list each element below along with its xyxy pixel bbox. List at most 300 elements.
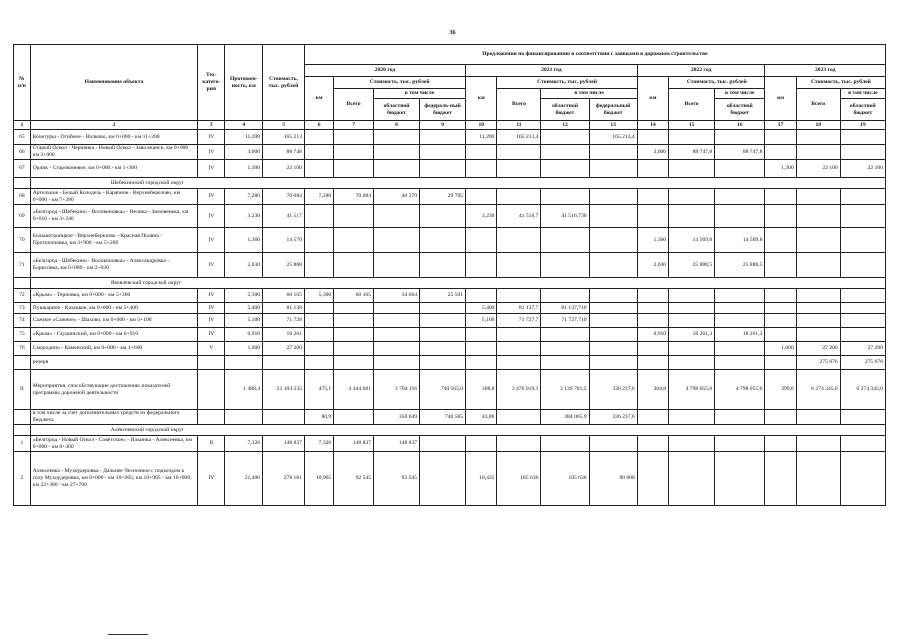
cell-col-7 [334, 356, 374, 370]
cell-col-12: 71 727,710 [541, 314, 589, 328]
cell-col-4: 0,910 [225, 328, 263, 342]
cell-col-17 [765, 145, 796, 160]
summary-row [14, 370, 886, 410]
column-index-3: 3 [198, 121, 225, 130]
table-row [14, 410, 886, 425]
cell-col-9 [420, 436, 466, 452]
cell-col-16: 4 798 055,0 [715, 370, 765, 410]
cell-col-8 [374, 314, 420, 328]
cell-col-17 [765, 410, 796, 425]
cell-col-6 [304, 356, 333, 370]
header-length: Протяжен-ность, км [225, 45, 263, 121]
cell-col-10 [466, 289, 497, 303]
cell-col-14: 304,8 [637, 370, 668, 410]
table-row [14, 342, 886, 356]
cell-col-18 [796, 228, 840, 253]
cell-col-19 [840, 328, 885, 342]
cell-col-17 [765, 253, 796, 278]
cell-col-1: 2 [14, 452, 31, 506]
cell-col-17 [765, 189, 796, 205]
cell-col-11 [497, 228, 541, 253]
cell-col-1: 72 [14, 289, 31, 303]
cell-col-12 [541, 356, 589, 370]
cell-col-11 [497, 189, 541, 205]
column-index-14: 14 [637, 121, 668, 130]
cell-col-8: 3 704 116 [374, 370, 420, 410]
cell-col-13 [589, 253, 637, 278]
cell-col-9: 29 705 [420, 189, 466, 205]
table-body [14, 130, 886, 506]
cell-col-2: Мероприятия, способствующие достижению показателей программы дорожной деятельности [30, 370, 197, 410]
cell-col-9 [420, 342, 466, 356]
cell-col-16 [715, 205, 765, 228]
header-regional-2023: областной бюджет [840, 99, 885, 121]
cell-col-2: Кочетуры - Огибное - Волково, км 0+000 - км 11+200 [30, 130, 197, 145]
cell-col-1: 74 [14, 314, 31, 328]
cell-col-3: IV [198, 303, 225, 314]
cell-col-5: 41 517 [263, 205, 305, 228]
cell-col-19 [840, 436, 885, 452]
cell-col-16: 25 888,5 [715, 253, 765, 278]
cell-col-1: II [14, 370, 31, 410]
header-regional-2021: областной бюджет [541, 99, 589, 121]
cell-col-10 [466, 253, 497, 278]
cell-col-5 [263, 410, 305, 425]
cell-col-13 [589, 205, 637, 228]
cell-col-14 [637, 452, 668, 506]
cell-col-8 [374, 228, 420, 253]
column-index-15: 15 [669, 121, 715, 130]
cell-col-18 [796, 436, 840, 452]
section-cell-blank [14, 278, 31, 289]
header-cost-2022: Стоимость, тыс. рублей [669, 77, 765, 89]
table-row [14, 289, 886, 303]
header-cost-2020: Стоимость, тыс. рублей [334, 77, 466, 89]
table-row [14, 436, 886, 452]
cell-col-3: IV [198, 253, 225, 278]
cell-col-15 [669, 410, 715, 425]
cell-col-17: 1,300 [765, 160, 796, 178]
cell-col-9 [420, 145, 466, 160]
cell-col-2: Алексеевка - Мухоудеровка - Дальнее Чесночное с подъездом к селу Мухоудеровка, км 0+000 - км 10+965; км 10+965 - км 16+000; км 22+300 - км 27+700 [30, 452, 197, 506]
cell-col-7: 92 545 [334, 452, 374, 506]
column-index-11: 11 [497, 121, 541, 130]
cell-col-10 [466, 328, 497, 342]
table-row [14, 160, 886, 178]
cell-col-16 [715, 160, 765, 178]
cell-col-3: V [198, 342, 225, 356]
cell-col-17 [765, 314, 796, 328]
cell-col-4: 1,300 [225, 160, 263, 178]
cell-col-4: 7,326 [225, 436, 263, 452]
cell-col-19 [840, 253, 885, 278]
header-total-2022: Всего [669, 89, 715, 121]
cell-col-6 [304, 328, 333, 342]
cell-col-1 [14, 410, 31, 425]
cell-col-11: 185 636 [497, 452, 541, 506]
cell-col-10: 43,86 [466, 410, 497, 425]
cell-col-4: 5,400 [225, 303, 263, 314]
cell-col-6 [304, 160, 333, 178]
header-cost: Стоимость, тыс. рублей [263, 45, 305, 121]
cell-col-9 [420, 356, 466, 370]
cell-col-1: 68 [14, 189, 31, 205]
cell-col-15: 25 888,5 [669, 253, 715, 278]
cell-col-16 [715, 303, 765, 314]
section-title: Алексеевский городской округ [30, 425, 885, 436]
cell-col-3: IV [198, 189, 225, 205]
cell-col-16: 88 747,8 [715, 145, 765, 160]
cell-col-13 [589, 145, 637, 160]
cell-col-9 [420, 328, 466, 342]
cell-col-9 [420, 160, 466, 178]
cell-col-7 [334, 303, 374, 314]
cell-col-12 [541, 253, 589, 278]
column-index-6: 6 [304, 121, 333, 130]
cell-col-10 [466, 189, 497, 205]
cell-col-7 [334, 130, 374, 145]
table-row [14, 356, 886, 370]
cell-col-14 [637, 130, 668, 145]
cell-col-16 [715, 342, 765, 356]
cell-col-16: 18 261,3 [715, 328, 765, 342]
cell-col-15 [669, 452, 715, 506]
cell-col-14 [637, 189, 668, 205]
table-row [14, 189, 886, 205]
cell-col-18 [796, 452, 840, 506]
cell-col-1: 73 [14, 303, 31, 314]
section-cell-blank [14, 425, 31, 436]
column-index-13: 13 [589, 121, 637, 130]
cell-col-18: 22 100 [796, 160, 840, 178]
cell-col-13 [589, 289, 637, 303]
cell-col-5: 81 138 [263, 303, 305, 314]
cell-col-13 [589, 160, 637, 178]
cell-col-10 [466, 145, 497, 160]
cell-col-7 [334, 160, 374, 178]
cell-col-15 [669, 189, 715, 205]
cell-col-17: 399,6 [765, 370, 796, 410]
cell-col-19 [840, 205, 885, 228]
cell-col-11: 3 476 019,1 [497, 370, 541, 410]
scan-mark [108, 634, 148, 635]
financing-table [13, 44, 886, 506]
column-index-18: 18 [796, 121, 840, 130]
header-incl-2023: в том числе [840, 89, 885, 99]
cell-col-13 [589, 228, 637, 253]
header-km-2020: км [304, 77, 333, 121]
cell-col-3: IV [198, 328, 225, 342]
cell-col-4: 21,400 [225, 452, 263, 506]
cell-col-7 [334, 228, 374, 253]
cell-col-18 [796, 314, 840, 328]
header-incl-2022: в том числе [715, 89, 765, 99]
cell-col-10 [466, 356, 497, 370]
cell-col-2: Старый Оскол - Чернянка - Новый Оскол - Заволжанск, км 0+000 км 3+000 [30, 145, 197, 160]
cell-col-6 [304, 314, 333, 328]
cell-col-9 [420, 452, 466, 506]
cell-col-19 [840, 314, 885, 328]
cell-col-12: 384 005,9 [541, 410, 589, 425]
cell-col-19 [840, 189, 885, 205]
cell-col-8 [374, 205, 420, 228]
cell-col-10 [466, 228, 497, 253]
cell-col-1 [14, 356, 31, 370]
table-row [14, 303, 886, 314]
cell-col-7 [334, 314, 374, 328]
cell-col-10: 5,400 [466, 303, 497, 314]
cell-col-1: 66 [14, 145, 31, 160]
cell-col-18 [796, 253, 840, 278]
cell-col-12 [541, 436, 589, 452]
cell-col-8 [374, 130, 420, 145]
cell-col-2: «Белгород - Шебекино - Волоконовка» - Велика - Зимовенька, км 0+010 - км 3+240 [30, 205, 197, 228]
cell-col-11: 71 727,7 [497, 314, 541, 328]
cell-col-18 [796, 130, 840, 145]
header-total-2021: Всего [497, 89, 541, 121]
cell-col-11 [497, 410, 541, 425]
cell-col-8: 148 837 [374, 436, 420, 452]
cell-col-19 [840, 410, 885, 425]
cell-col-5: 70 084 [263, 189, 305, 205]
cell-col-15 [669, 303, 715, 314]
cell-col-19 [840, 452, 885, 506]
cell-col-14 [637, 356, 668, 370]
table-row [14, 452, 886, 506]
cell-col-16 [715, 189, 765, 205]
cell-col-15 [669, 160, 715, 178]
cell-col-18 [796, 189, 840, 205]
cell-col-9: 740 565,0 [420, 370, 466, 410]
cell-col-10 [466, 436, 497, 452]
cell-col-14 [637, 410, 668, 425]
cell-col-10 [466, 160, 497, 178]
cell-col-11 [497, 342, 541, 356]
header-incl-2020: в том числе [374, 89, 466, 99]
cell-col-3: IV [198, 289, 225, 303]
cell-col-4: 7,280 [225, 189, 263, 205]
cell-col-11: 165 213,4 [497, 130, 541, 145]
cell-col-9: 740 565 [420, 410, 466, 425]
cell-col-18: 6 274 345,0 [796, 370, 840, 410]
cell-col-12 [541, 145, 589, 160]
cell-col-4: 11,200 [225, 130, 263, 145]
cell-col-10: 10,435 [466, 452, 497, 506]
cell-col-1: 71 [14, 253, 31, 278]
cell-col-6 [304, 342, 333, 356]
cell-col-10: 11,200 [466, 130, 497, 145]
table-row [14, 228, 886, 253]
cell-col-15 [669, 130, 715, 145]
cell-col-2: «Крым» - Терновка, км 0+000 - км 5+300 [30, 289, 197, 303]
cell-col-19 [840, 228, 885, 253]
cell-col-13 [589, 342, 637, 356]
header-num: № п/п [14, 45, 31, 121]
cell-col-4: 5,300 [225, 289, 263, 303]
cell-col-15 [669, 205, 715, 228]
cell-col-15 [669, 289, 715, 303]
column-index-12: 12 [541, 121, 589, 130]
table-row [14, 314, 886, 328]
cell-col-6 [304, 228, 333, 253]
section-row [14, 178, 886, 189]
cell-col-18: 275 676 [796, 356, 840, 370]
cell-col-8 [374, 253, 420, 278]
cell-col-8: 92 545 [374, 452, 420, 506]
section-cell-blank [14, 178, 31, 189]
cell-col-9 [420, 228, 466, 253]
header-incl-2021: в том числе [541, 89, 637, 99]
cell-col-10: 5,100 [466, 314, 497, 328]
cell-col-17 [765, 289, 796, 303]
cell-col-4: 2,030 [225, 253, 263, 278]
cell-col-10 [466, 342, 497, 356]
cell-col-14 [637, 289, 668, 303]
cell-col-2: в том числе за счет дополнительных средств из федерального бюджета [30, 410, 197, 425]
cell-col-13: 165 213,4 [589, 130, 637, 145]
cell-col-3: IV [198, 130, 225, 145]
cell-col-5: 278 181 [263, 452, 305, 506]
cell-col-3: IV [198, 145, 225, 160]
section-row [14, 278, 886, 289]
column-index-5: 5 [263, 121, 305, 130]
header-federal-2021: федеральный бюджет [589, 99, 637, 121]
column-index-4: 4 [225, 121, 263, 130]
cell-col-17 [765, 228, 796, 253]
cell-col-19: 275 676 [840, 356, 885, 370]
cell-col-5: 14 570 [263, 228, 305, 253]
cell-col-11: 41 516,7 [497, 205, 541, 228]
cell-col-2: «Белгород - Новый Оскол - Советское» - Ильинка - Алексеевка, км 0+000 - км 8+300 [30, 436, 197, 452]
cell-col-13 [589, 328, 637, 342]
header-name: Наименование объекта [30, 45, 197, 121]
cell-col-11 [497, 289, 541, 303]
cell-col-15 [669, 314, 715, 328]
header-category: Тех-катего-рия [198, 45, 225, 121]
page-number: 36 [449, 30, 456, 36]
cell-col-16 [715, 130, 765, 145]
cell-col-16 [715, 410, 765, 425]
cell-col-14: 3,000 [637, 145, 668, 160]
cell-col-12 [541, 328, 589, 342]
cell-col-2: Большетроицкое - Верхнеберезово - Красная Поляна - Протопоповка, км 3+900 - км 5+260 [30, 228, 197, 253]
cell-col-2: Смородино - Каменский, км 0+000 - км 1+600 [30, 342, 197, 356]
cell-col-11 [497, 145, 541, 160]
cell-col-7: 70 084 [334, 189, 374, 205]
cell-col-5 [263, 356, 305, 370]
cell-col-16 [715, 356, 765, 370]
cell-col-7 [334, 410, 374, 425]
cell-col-6: 7,326 [304, 436, 333, 452]
column-index-10: 10 [466, 121, 497, 130]
cell-col-19 [840, 145, 885, 160]
cell-col-6 [304, 130, 333, 145]
cell-col-12 [541, 189, 589, 205]
cell-col-5: 60 165 [263, 289, 305, 303]
table-row [14, 130, 886, 145]
cell-col-8 [374, 328, 420, 342]
table-row [14, 328, 886, 342]
cell-col-4: 3,230 [225, 205, 263, 228]
header-regional-2020: областной бюджет [374, 99, 420, 121]
cell-col-2: «Белгород - Шебекино - Волоконовка» - Александровка - Борисовка, км 0+000 - км 2+030 [30, 253, 197, 278]
column-index-16: 16 [715, 121, 765, 130]
cell-col-14 [637, 342, 668, 356]
cell-col-4: 1,360 [225, 228, 263, 253]
cell-col-3: IV [198, 160, 225, 178]
cell-col-11: 81 137,7 [497, 303, 541, 314]
cell-col-1: 70 [14, 228, 31, 253]
cell-col-2: Пушкарное - Казацкое, км 0+000 - км 5+400 [30, 303, 197, 314]
column-index-8: 8 [374, 121, 420, 130]
cell-col-5: 148 837 [263, 436, 305, 452]
cell-col-8 [374, 160, 420, 178]
table-row [14, 145, 886, 160]
cell-col-3: IV [198, 314, 225, 328]
cell-col-6: 10,965 [304, 452, 333, 506]
cell-col-3: IV [198, 452, 225, 506]
cell-col-18 [796, 303, 840, 314]
cell-col-3 [198, 370, 225, 410]
cell-col-7 [334, 253, 374, 278]
cell-col-17 [765, 436, 796, 452]
cell-col-1: 75 [14, 328, 31, 342]
cell-col-19: 6 274 345,0 [840, 370, 885, 410]
cell-col-17 [765, 205, 796, 228]
cell-col-2: Сажное «Сажное» - Шахово, км 0+000 - км 5+100 [30, 314, 197, 328]
cell-col-13: 336 237,6 [589, 410, 637, 425]
cell-col-11 [497, 356, 541, 370]
header-cost-2023: Стоимость, тыс. рублей [796, 77, 885, 89]
cell-col-5: 27 200 [263, 342, 305, 356]
section-row [14, 425, 886, 436]
cell-col-19 [840, 303, 885, 314]
header-2020: 2020 год [304, 65, 465, 77]
cell-col-17: 1,600 [765, 342, 796, 356]
cell-col-18 [796, 328, 840, 342]
cell-col-3 [198, 356, 225, 370]
cell-col-12: 41 516,730 [541, 205, 589, 228]
cell-col-5: 88 748 [263, 145, 305, 160]
cell-col-2: резерв [30, 356, 197, 370]
cell-col-4 [225, 356, 263, 370]
section-title: Шебекинский городской округ [30, 178, 885, 189]
cell-col-16 [715, 289, 765, 303]
cell-col-6 [304, 145, 333, 160]
header-2021: 2021 год [466, 65, 638, 77]
cell-col-18 [796, 410, 840, 425]
cell-col-17 [765, 303, 796, 314]
header-regional-2022: областной бюджет [715, 99, 765, 121]
cell-col-3 [198, 410, 225, 425]
cell-col-13 [589, 436, 637, 452]
header-total-2023: Всего [796, 89, 840, 121]
cell-col-9 [420, 253, 466, 278]
section-title: Яковлевский городской округ [30, 278, 885, 289]
cell-col-7 [334, 342, 374, 356]
cell-col-1: 67 [14, 160, 31, 178]
cell-col-8: 34 664 [374, 289, 420, 303]
cell-col-7: 148 837 [334, 436, 374, 452]
cell-col-6: 5,300 [304, 289, 333, 303]
header-km-2021: км [466, 77, 497, 121]
cell-col-16 [715, 314, 765, 328]
cell-col-7: 60 165 [334, 289, 374, 303]
column-index-7: 7 [334, 121, 374, 130]
cell-col-4: 3,000 [225, 145, 263, 160]
cell-col-12 [541, 160, 589, 178]
cell-col-2: «Крым» - Глушинский, км 0+000 - км 0+910 [30, 328, 197, 342]
